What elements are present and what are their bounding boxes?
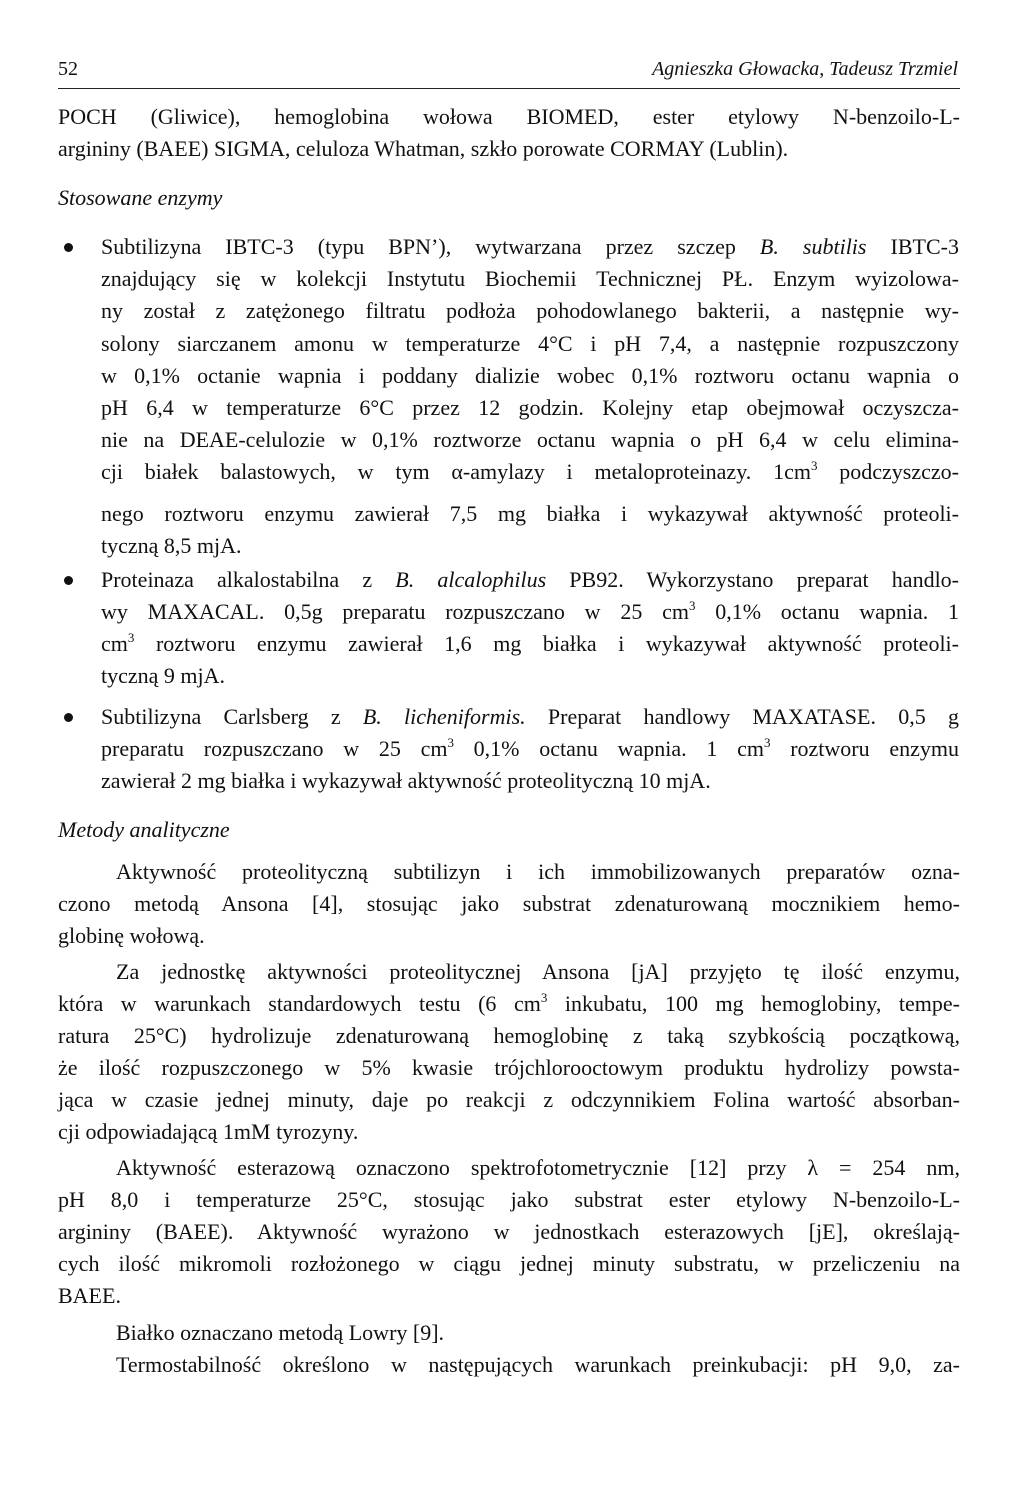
text-line: Termostabilność określono w następujących warunkach preinkubacji: pH 9,0, za-: [116, 1352, 960, 1377]
text-line: ratura 25°C) hydrolizuje zdenaturowaną hemoglobinę z taką szybkością początkową,: [58, 1023, 960, 1048]
text-line: POCH (Gliwice), hemoglobina wołowa BIOMED, ester etylowy N-benzoilo-L-: [58, 104, 960, 129]
text-line: ny został z zatężonego filtratu podłoża pohodowlanego bakterii, a następnie wy-: [101, 298, 959, 323]
text-line: tyczną 9 mjA.: [101, 663, 226, 688]
text-line: która w warunkach standardowych testu (6 $cm^3$ inkubatu, 100 mg hemoglobiny, tempe-: [58, 990, 960, 1016]
text-line: Aktywność proteolityczną subtilizyn i ich immobilizowanych preparatów ozna-: [116, 859, 960, 884]
text-line: w 0,1% octanie wapnia i poddany dializie wobec 0,1% roztworu octanu wapnia o: [101, 363, 959, 388]
text-line: pH 6,4 w temperaturze 6°C przez 12 godzin. Kolejny etap obejmował oczyszcza-: [101, 395, 959, 420]
section-heading-enzymes: Stosowane enzymy: [58, 185, 223, 210]
text-line: Za jednostkę aktywności proteolitycznej Ansona [jA] przyjęto tę ilość enzymu,: [116, 959, 960, 984]
bullet-icon: [64, 576, 73, 585]
text-line: Subtilizyna Carlsberg z B. licheniformis. Preparat handlowy MAXATASE. 0,5 g: [101, 704, 959, 729]
text-line: cji białek balastowych, w tym α-amylazy i metaloproteinazy. $1cm^3$ podczyszczo-: [101, 458, 959, 484]
text-line: tyczną 8,5 mjA.: [101, 533, 242, 558]
bullet-icon: [64, 243, 73, 252]
text-line: cych ilość mikromoli rozłożonego w ciągu jednej minuty substratu, w przeliczeniu na: [58, 1251, 960, 1276]
text-line: $cm^3$ roztworu enzymu zawierał 1,6 mg białka i wykazywał aktywność proteoli-: [101, 630, 959, 656]
text-line: solony siarczanem amonu w temperaturze 4°C i pH 7,4, a następnie rozpuszczony: [101, 331, 959, 356]
text-line: pH 8,0 i temperaturze 25°C, stosując jako substrat ester etylowy N-benzoilo-L-: [58, 1187, 960, 1212]
page-header: [58, 58, 958, 88]
running-head-authors: Agnieszka Głowacka, Tadeusz Trzmiel: [652, 58, 958, 80]
page-number: 52: [58, 58, 78, 80]
text-line: globinę wołową.: [58, 923, 205, 948]
text-line: preparatu rozpuszczano w 25 $cm^3$ 0,1% octanu wapnia. 1 $cm^3$ roztworu enzymu: [101, 735, 960, 761]
text-line: zawierał 2 mg białka i wykazywał aktywność proteolityczną 10 mjA.: [101, 768, 711, 793]
text-line: nie na DEAE-celulozie w 0,1% roztworze octanu wapnia o pH 6,4 w celu elimina-: [101, 427, 959, 452]
text-line: cji odpowiadającą 1mM tyrozyny.: [58, 1119, 359, 1144]
text-line: znajdujący się w kolekcji Instytutu Biochemii Technicznej PŁ. Enzym wyizolowa-: [101, 266, 959, 291]
bullet-icon: [64, 713, 73, 722]
text-line: Subtilizyna IBTC-3 (typu BPN’), wytwarzana przez szczep B. subtilis IBTC-3: [101, 234, 959, 259]
text-line: Białko oznaczano metodą Lowry [9].: [116, 1320, 445, 1345]
text-line: Proteinaza alkalostabilna z B. alcalophilus PB92. Wykorzystano preparat handlo-: [101, 567, 960, 592]
header-rule: [58, 88, 960, 89]
text-line: Aktywność esterazową oznaczono spektrofotometrycznie [12] przy λ = 254 nm,: [116, 1155, 960, 1180]
text-line: wy MAXACAL. 0,5g preparatu rozpuszczano w 25 $cm^3$ 0,1% octanu wapnia. 1: [101, 598, 959, 624]
text-line: jąca w czasie jednej minuty, daje po reakcji z odczynnikiem Folina wartość absorban-: [58, 1087, 960, 1112]
text-line: argininy (BAEE). Aktywność wyrażono w jednostkach esterazowych [jE], określają-: [58, 1219, 960, 1244]
text-line: nego roztworu enzymu zawierał 7,5 mg białka i wykazywał aktywność proteoli-: [101, 501, 959, 526]
section-heading-methods: Metody analityczne: [58, 817, 230, 842]
text-line: że ilość rozpuszczonego w 5% kwasie trójchlorooctowym produktu hydrolizy powsta-: [58, 1055, 960, 1080]
text-line: argininy (BAEE) SIGMA, celuloza Whatman, szkło porowate CORMAY (Lublin).: [58, 136, 789, 161]
text-line: czono metodą Ansona [4], stosując jako substrat zdenaturowaną mocznikiem hemo-: [58, 891, 960, 916]
text-line: BAEE.: [58, 1283, 121, 1308]
